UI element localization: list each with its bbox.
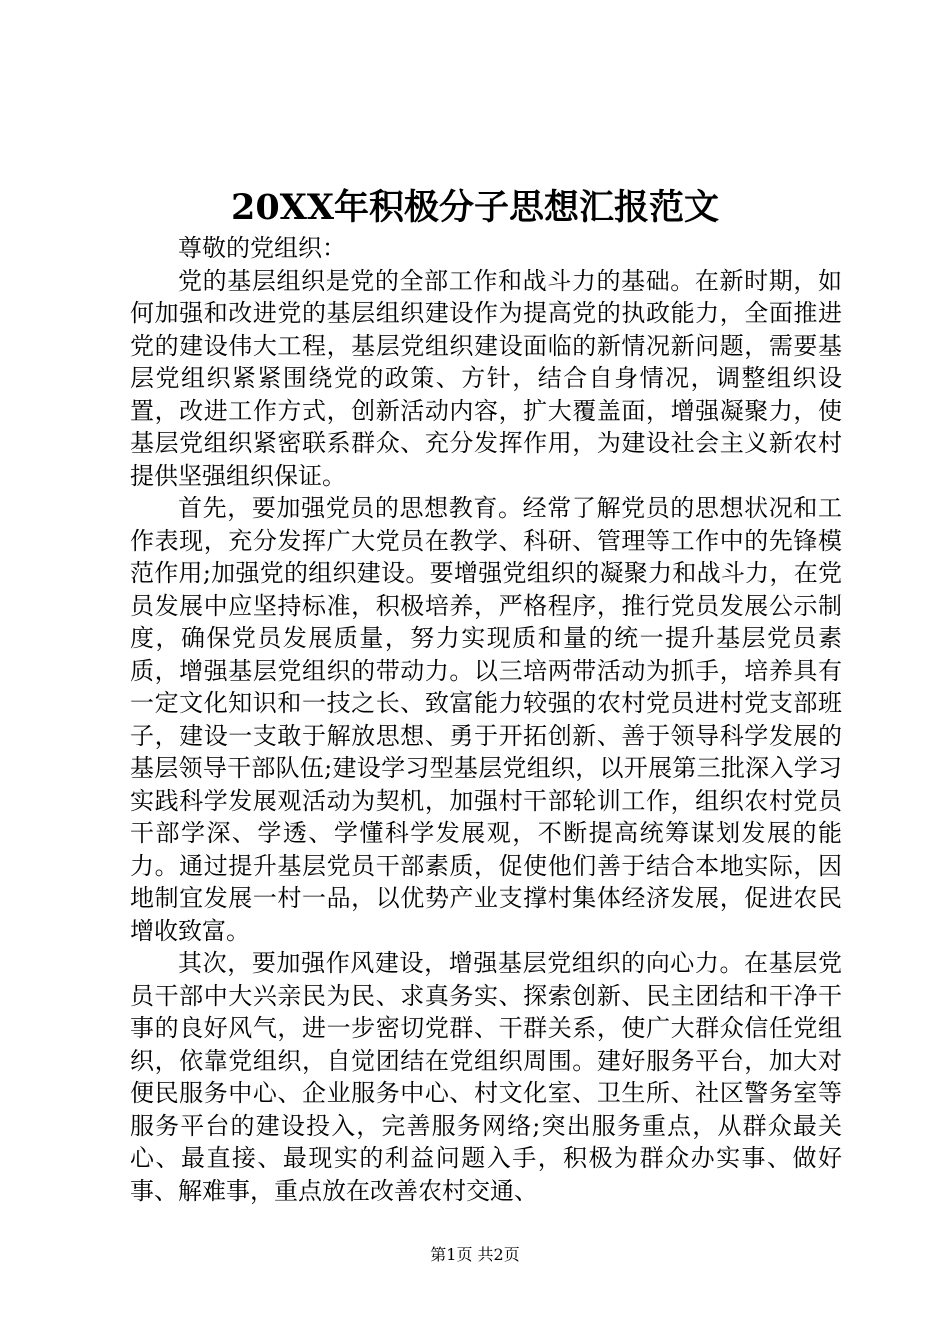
paragraph-3: 其次，要加强作风建设，增强基层党组织的向心力。在基层党员干部中大兴亲民为民、求真务实、探索创新、民主团结和干净干事的良好风气，进一步密切党群、干群关系，使广大群众信任党组织，依靠党组织，自觉团结在党组织周围。建好服务平台，加大对便民服务中心、企业服务中心、村文化室、卫生所、社区警务室等服务平台的建设投入，完善服务网络;突出服务重点，从群众最关心、最直接、最现实的利益问题入手，积极为群众办实事、做好事、解难事，重点放在改善农村交通、 <box>130 949 842 1205</box>
document-body <box>130 232 842 1207</box>
document-title: 20XX年积极分子思想汇报范文 <box>230 187 720 228</box>
salutation: 尊敬的党组织： <box>178 234 346 262</box>
paragraph-1: 党的基层组织是党的全部工作和战斗力的基础。在新时期，如何加强和改进党的基层组织建设作为提高党的执政能力，全面推进党的建设伟大工程，基层党组织建设面临的新情况新问题，需要基层党组织紧紧围绕党的政策、方针，结合自身情况，调整组织设置，改进工作方式，创新活动内容，扩大覆盖面，增强凝聚力，使基层党组织紧密联系群众、充分发挥作用，为建设社会主义新农村提供坚强组织保证。 <box>130 266 842 490</box>
paragraph-2: 首先，要加强党员的思想教育。经常了解党员的思想状况和工作表现，充分发挥广大党员在教学、科研、管理等工作中的先锋模范作用;加强党的组织建设。要增强党组织的凝聚力和战斗力，在党员发展中应坚持标准，积极培养，严格程序，推行党员发展公示制度，确保党员发展质量，努力实现质和量的统一提升基层党员素质，增强基层党组织的带动力。以三培两带活动为抓手，培养具有一定文化知识和一技之长、致富能力较强的农村党员进村党支部班子，建设一支敢于解放思想、勇于开拓创新、善于领导科学发展的基层领导干部队伍;建设学习型基层党组织，以开展第三批深入学习实践科学发展观活动为契机，加强村干部轮训工作，组织农村党员干部学深、学透、学懂科学发展观，不断提高统筹谋划发展的能力。通过提升基层党员干部素质，促使他们善于结合本地实际，因地制宜发展一村一品，以优势产业支撑村集体经济发展，促进农民增收致富。 <box>130 494 842 945</box>
page-footer: 第1页 共2页 <box>430 1245 520 1264</box>
